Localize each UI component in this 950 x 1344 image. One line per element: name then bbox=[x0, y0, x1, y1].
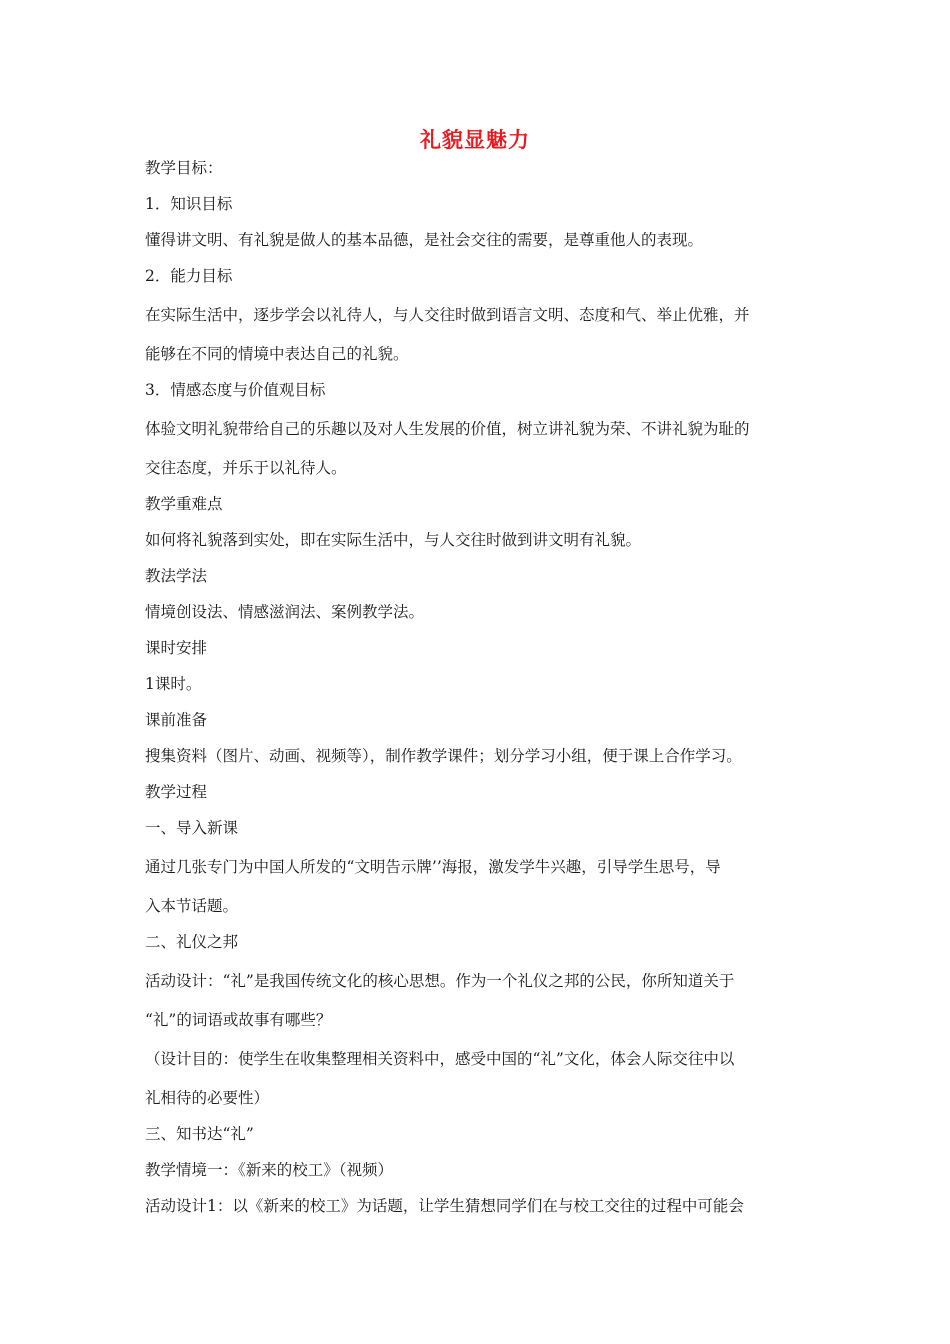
paragraph-line: 礼相待的必要性） bbox=[145, 1089, 270, 1107]
section-heading: 教法学法 bbox=[145, 567, 208, 585]
sub-heading: 3．情感态度与价值观目标 bbox=[145, 381, 326, 399]
section-heading: 教学重难点 bbox=[145, 495, 223, 513]
paragraph-line: 搜集资料（图片、动画、视频等），制作教学课件；划分学习小组，便于课上合作学习。 bbox=[145, 747, 742, 765]
section-heading: 教学目标： bbox=[145, 159, 223, 177]
sub-heading: 2．能力目标 bbox=[145, 267, 233, 285]
paragraph-line: 1课时。 bbox=[145, 675, 202, 693]
section-heading: 课时安排 bbox=[145, 639, 208, 657]
paragraph-line: 活动设计1：以《新来的校工》为话题，让学生猜想同学们在与校工交往的过程中可能会 bbox=[145, 1197, 744, 1215]
document-title: 礼貌显魅力 bbox=[420, 127, 530, 152]
section-heading: 教学过程 bbox=[145, 783, 208, 801]
sub-heading: 1．知识目标 bbox=[145, 195, 233, 213]
paragraph-line: 体验文明礼貌带给自己的乐趣以及对人生发展的价值，树立讲礼貌为荣、不讲礼貌为耻的 bbox=[145, 420, 750, 438]
paragraph-line: 教学情境一：《新来的校工》（视频） bbox=[145, 1161, 394, 1179]
paragraph-line: 在实际生活中，逐步学会以礼待人，与人交往时做到语言文明、态度和气、举止优雅，并 bbox=[145, 306, 750, 324]
paragraph-line: 如何将礼貌落到实处，即在实际生活中，与人交往时做到讲文明有礼貌。 bbox=[145, 531, 642, 549]
paragraph-line: 能够在不同的情境中表达自己的礼貌。 bbox=[145, 345, 409, 363]
paragraph-line: 情境创设法、情感滋润法、案例教学法。 bbox=[145, 603, 425, 621]
paragraph-line: 入本节话题。 bbox=[145, 897, 239, 915]
sub-heading: 三、知书达“礼” bbox=[145, 1125, 254, 1143]
paragraph-line: 通过几张专门为中国人所发的“文明告示牌’’海报，激发学牛兴趣，引导学生思号，导 bbox=[145, 858, 721, 876]
paragraph-line: 懂得讲文明、有礼貌是做人的基本品德，是社会交往的需要，是尊重他人的表现。 bbox=[145, 231, 704, 249]
paragraph-line: 交往态度，并乐于以礼待人。 bbox=[145, 459, 347, 477]
sub-heading: 一、导入新课 bbox=[145, 819, 239, 837]
section-heading: 课前准备 bbox=[145, 711, 208, 729]
paragraph-line: （设计目的：使学生在收集整理相关资料中，感受中国的“礼”文化，体会人际交往中以 bbox=[145, 1050, 735, 1068]
paragraph-line: 活动设计：“礼”是我国传统文化的核心思想。作为一个礼仪之邦的公民，你所知道关于 bbox=[145, 972, 735, 990]
paragraph-line: “礼”的词语或故事有哪些？ bbox=[145, 1011, 332, 1029]
sub-heading: 二、礼仪之邦 bbox=[145, 933, 239, 951]
document-body bbox=[145, 150, 810, 1224]
